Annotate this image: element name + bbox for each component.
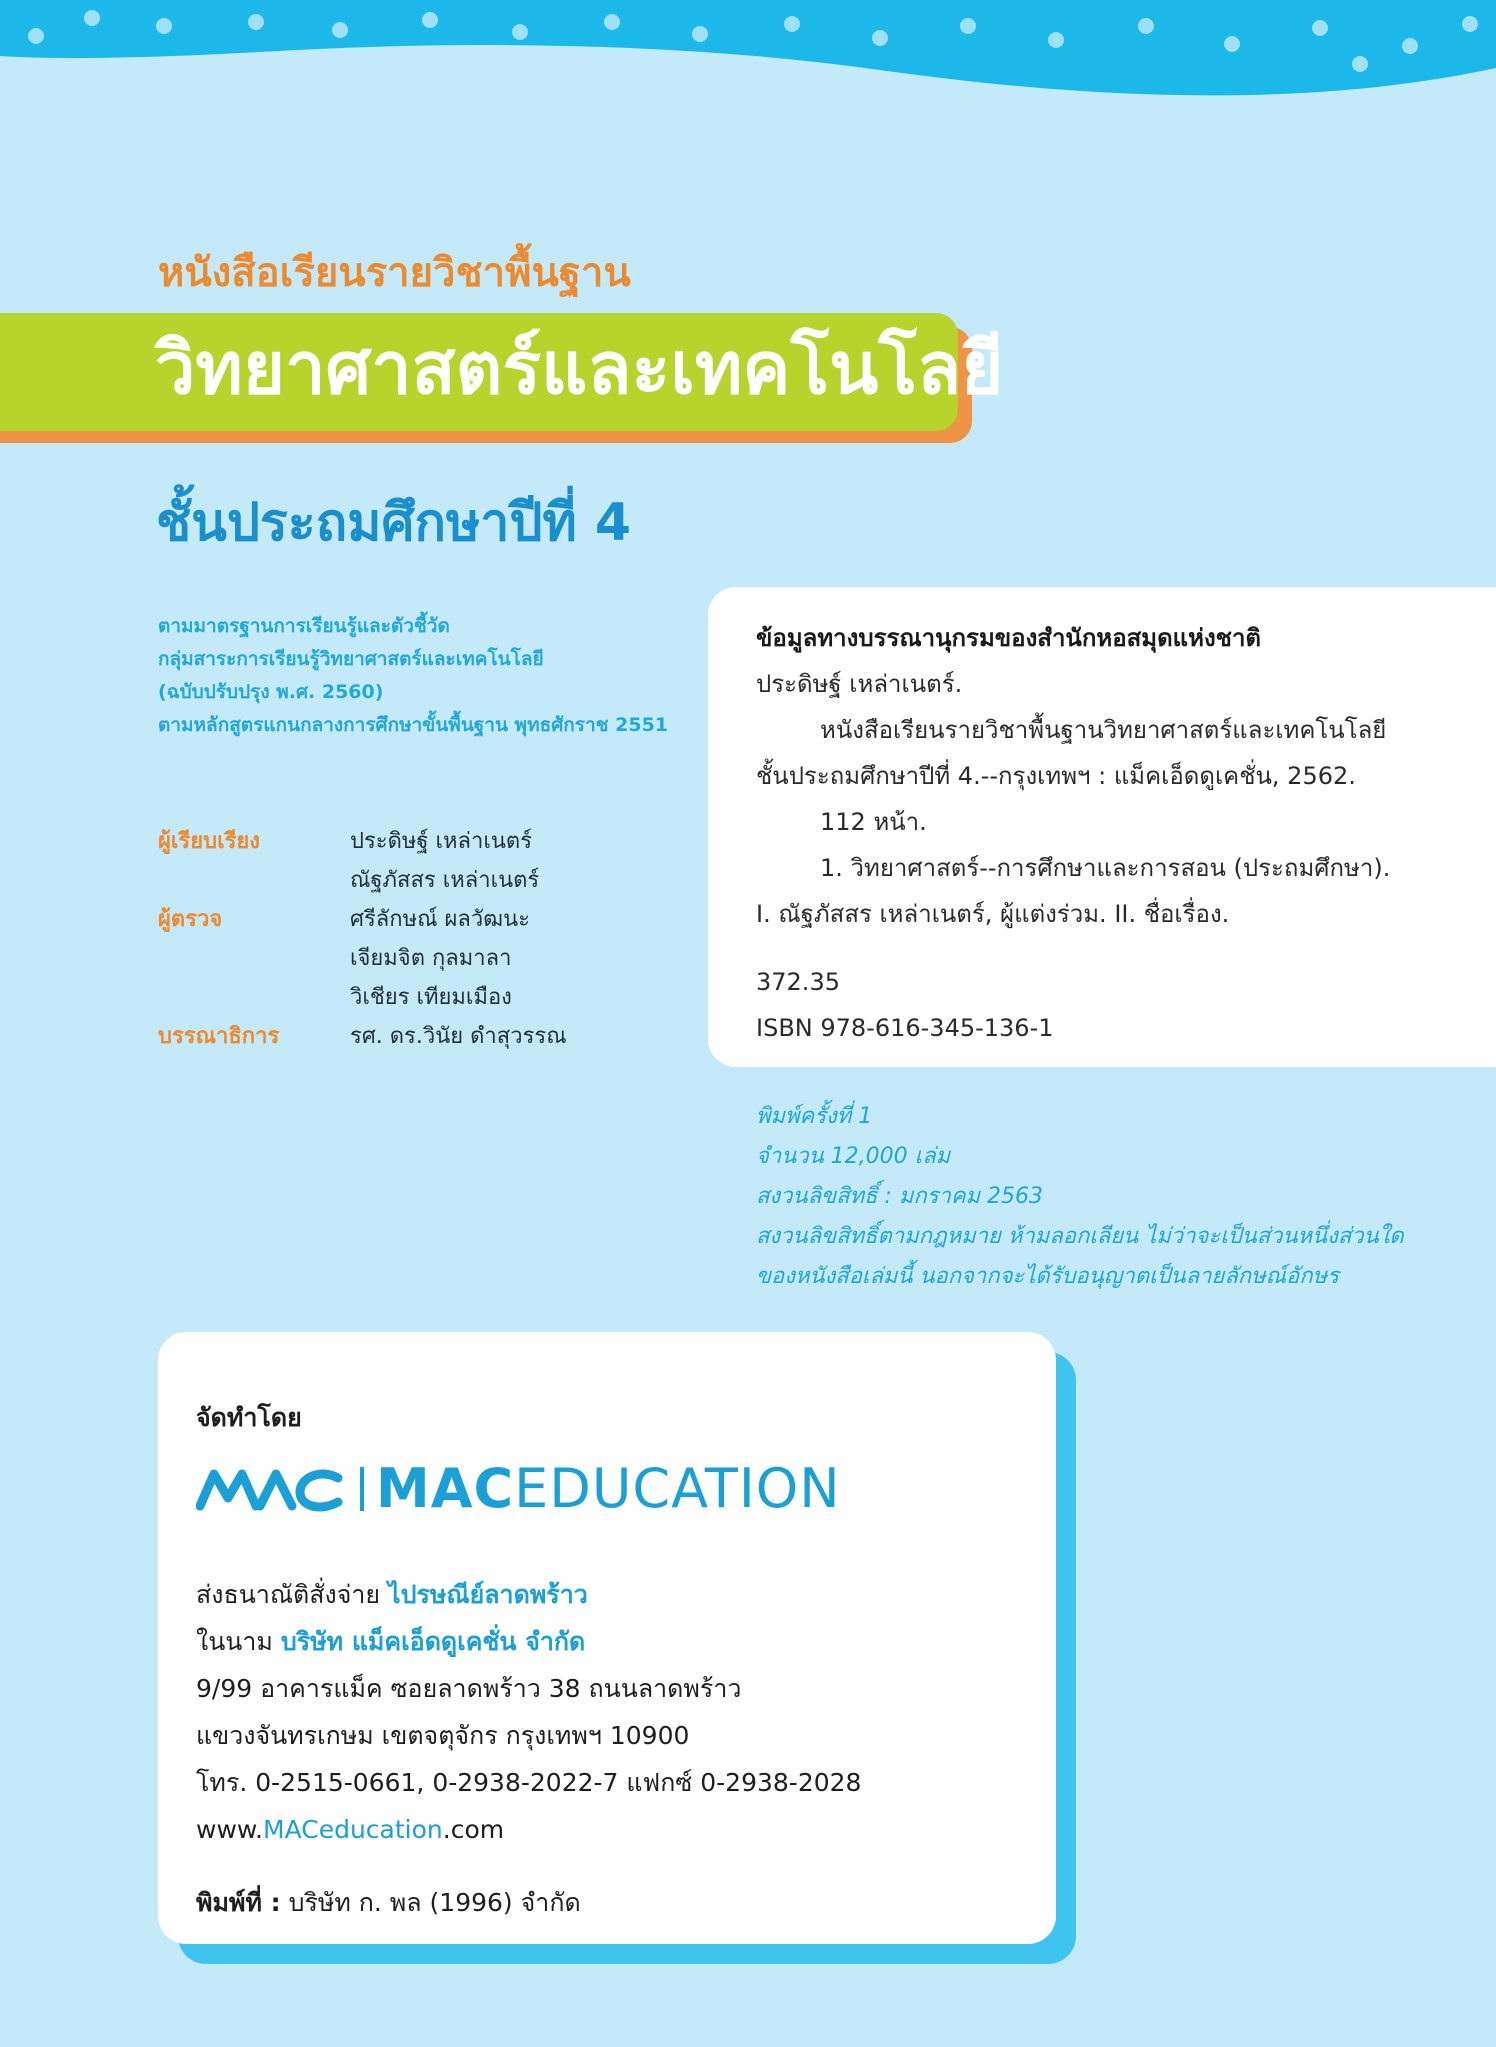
website-link[interactable]: www.MACeducation.com bbox=[196, 1815, 505, 1844]
money-order-office: ไปรษณีย์ลาดพร้าว bbox=[388, 1580, 588, 1609]
top-wave-decoration bbox=[0, 0, 1496, 110]
curriculum-standards bbox=[158, 610, 668, 742]
editor-name: รศ. ดร.วินัย ดำสุวรรณ bbox=[350, 1024, 567, 1049]
copyright-notice: สงวนลิขสิทธิ์ตามกฎหมาย ห้ามลอกเลียน ไม่ว่าจะเป็นส่วนหนึ่งส่วนใด bbox=[756, 1224, 1404, 1249]
copyright-notice: ของหนังสือเล่มนี้ นอกจากจะได้รับอนุญาตเป็นลายลักษณ์อักษร bbox=[756, 1264, 1339, 1289]
standards-line: ตามหลักสูตรแกนกลางการศึกษาขั้นพื้นฐาน พุทธศักราช 2551 bbox=[158, 714, 669, 736]
reviewer-role-label: ผู้ตรวจ bbox=[158, 907, 223, 932]
standards-line: กลุ่มสาระการเรียนรู้วิทยาศาสตร์และเทคโนโลยี bbox=[158, 648, 544, 670]
credits-list bbox=[158, 822, 567, 1056]
edition-text: พิมพ์ครั้งที่ 1 bbox=[756, 1104, 873, 1129]
logo-divider bbox=[360, 1467, 364, 1511]
cip-author: ประดิษฐ์ เหล่าเนตร์. bbox=[756, 670, 963, 698]
money-order-line: ส่งธนาณัติสั่งจ่าย ไปรษณีย์ลาดพร้าว bbox=[196, 1580, 588, 1609]
standards-line: (ฉบับปรับปรุง พ.ศ. 2560) bbox=[158, 681, 384, 703]
editor-role-label: บรรณาธิการ bbox=[158, 1024, 280, 1049]
reviewer-name: เจียมจิต กุลมาลา bbox=[350, 946, 512, 971]
cip-title-line: ชั้นประถมศึกษาปีที่ 4.--กรุงเทพฯ : แม็คเอ็ดดูเคชั่น, 2562. bbox=[756, 762, 1356, 790]
reviewer-name: วิเชียร เทียมเมือง bbox=[350, 985, 512, 1010]
author-name: ณัฐภัสสร เหล่าเนตร์ bbox=[350, 868, 540, 893]
quantity-text: จำนวน 12,000 เล่ม bbox=[756, 1144, 951, 1169]
address-line: 9/99 อาคารแม็ค ซอยลาดพร้าว 38 ถนนลาดพร้าว bbox=[196, 1674, 742, 1703]
standards-line: ตามมาตรฐานการเรียนรู้และตัวชี้วัด bbox=[158, 615, 450, 637]
author-name: ประดิษฐ์ เหล่าเนตร์ bbox=[350, 829, 533, 854]
phone-line: โทร. 0-2515-0661, 0-2938-2022-7 แฟกซ์ 0-2938-2028 bbox=[196, 1768, 862, 1797]
cip-classification: 372.35 bbox=[756, 968, 840, 996]
printer-label: พิมพ์ที่ : bbox=[196, 1888, 281, 1917]
printer-name: บริษัท ก. พล (1996) จำกัด bbox=[288, 1888, 581, 1917]
cip-data-box bbox=[708, 587, 1496, 1067]
grade-level: ชั้นประถมศึกษาปีที่ 4 bbox=[156, 493, 632, 553]
logo-mac-text: MAC bbox=[376, 1457, 515, 1520]
cip-contributors: I. ณัฐภัสสร เหล่าเนตร์, ผู้แต่งร่วม. II. ชื่อเรื่อง. bbox=[756, 900, 1230, 928]
cip-heading: ข้อมูลทางบรรณานุกรมของสำนักหอสมุดแห่งชาติ bbox=[756, 624, 1262, 652]
cip-title-line: หนังสือเรียนรายวิชาพื้นฐานวิทยาศาสตร์และเทคโนโลยี bbox=[820, 716, 1387, 744]
payee-line: ในนาม บริษัท แม็คเอ็ดดูเคชั่น จำกัด bbox=[196, 1627, 586, 1656]
produced-by-label: จัดทำโดย bbox=[196, 1403, 302, 1432]
company-name: บริษัท แม็คเอ็ดดูเคชั่น จำกัด bbox=[280, 1627, 586, 1656]
printer-line bbox=[196, 1879, 861, 1926]
publisher-box bbox=[158, 1332, 1056, 1944]
author-role-label: ผู้เรียบเรียง bbox=[158, 829, 261, 854]
cip-pages: 112 หน้า. bbox=[820, 808, 927, 836]
reviewer-name: ศรีลักษณ์ ผลวัฒนะ bbox=[350, 907, 530, 932]
cip-subject: 1. วิทยาศาสตร์--การศึกษาและการสอน (ประถมศึกษา). bbox=[820, 854, 1391, 882]
book-title: วิทยาศาสตร์และเทคโนโลยี bbox=[155, 326, 1004, 410]
mac-logo-mark-icon bbox=[196, 1466, 346, 1512]
copyright-text: สงวนลิขสิทธิ์ : มกราคม 2563 bbox=[756, 1184, 1044, 1209]
printing-info bbox=[756, 1097, 1404, 1297]
address-line: แขวงจันทรเกษม เขตจตุจักร กรุงเทพฯ 10900 bbox=[196, 1721, 690, 1750]
mac-education-logo bbox=[196, 1449, 861, 1529]
subject-label: หนังสือเรียนรายวิชาพื้นฐาน bbox=[158, 250, 631, 296]
logo-education-text: EDUCATION bbox=[514, 1457, 841, 1520]
cip-isbn: ISBN 978-616-345-136-1 bbox=[756, 1014, 1054, 1042]
